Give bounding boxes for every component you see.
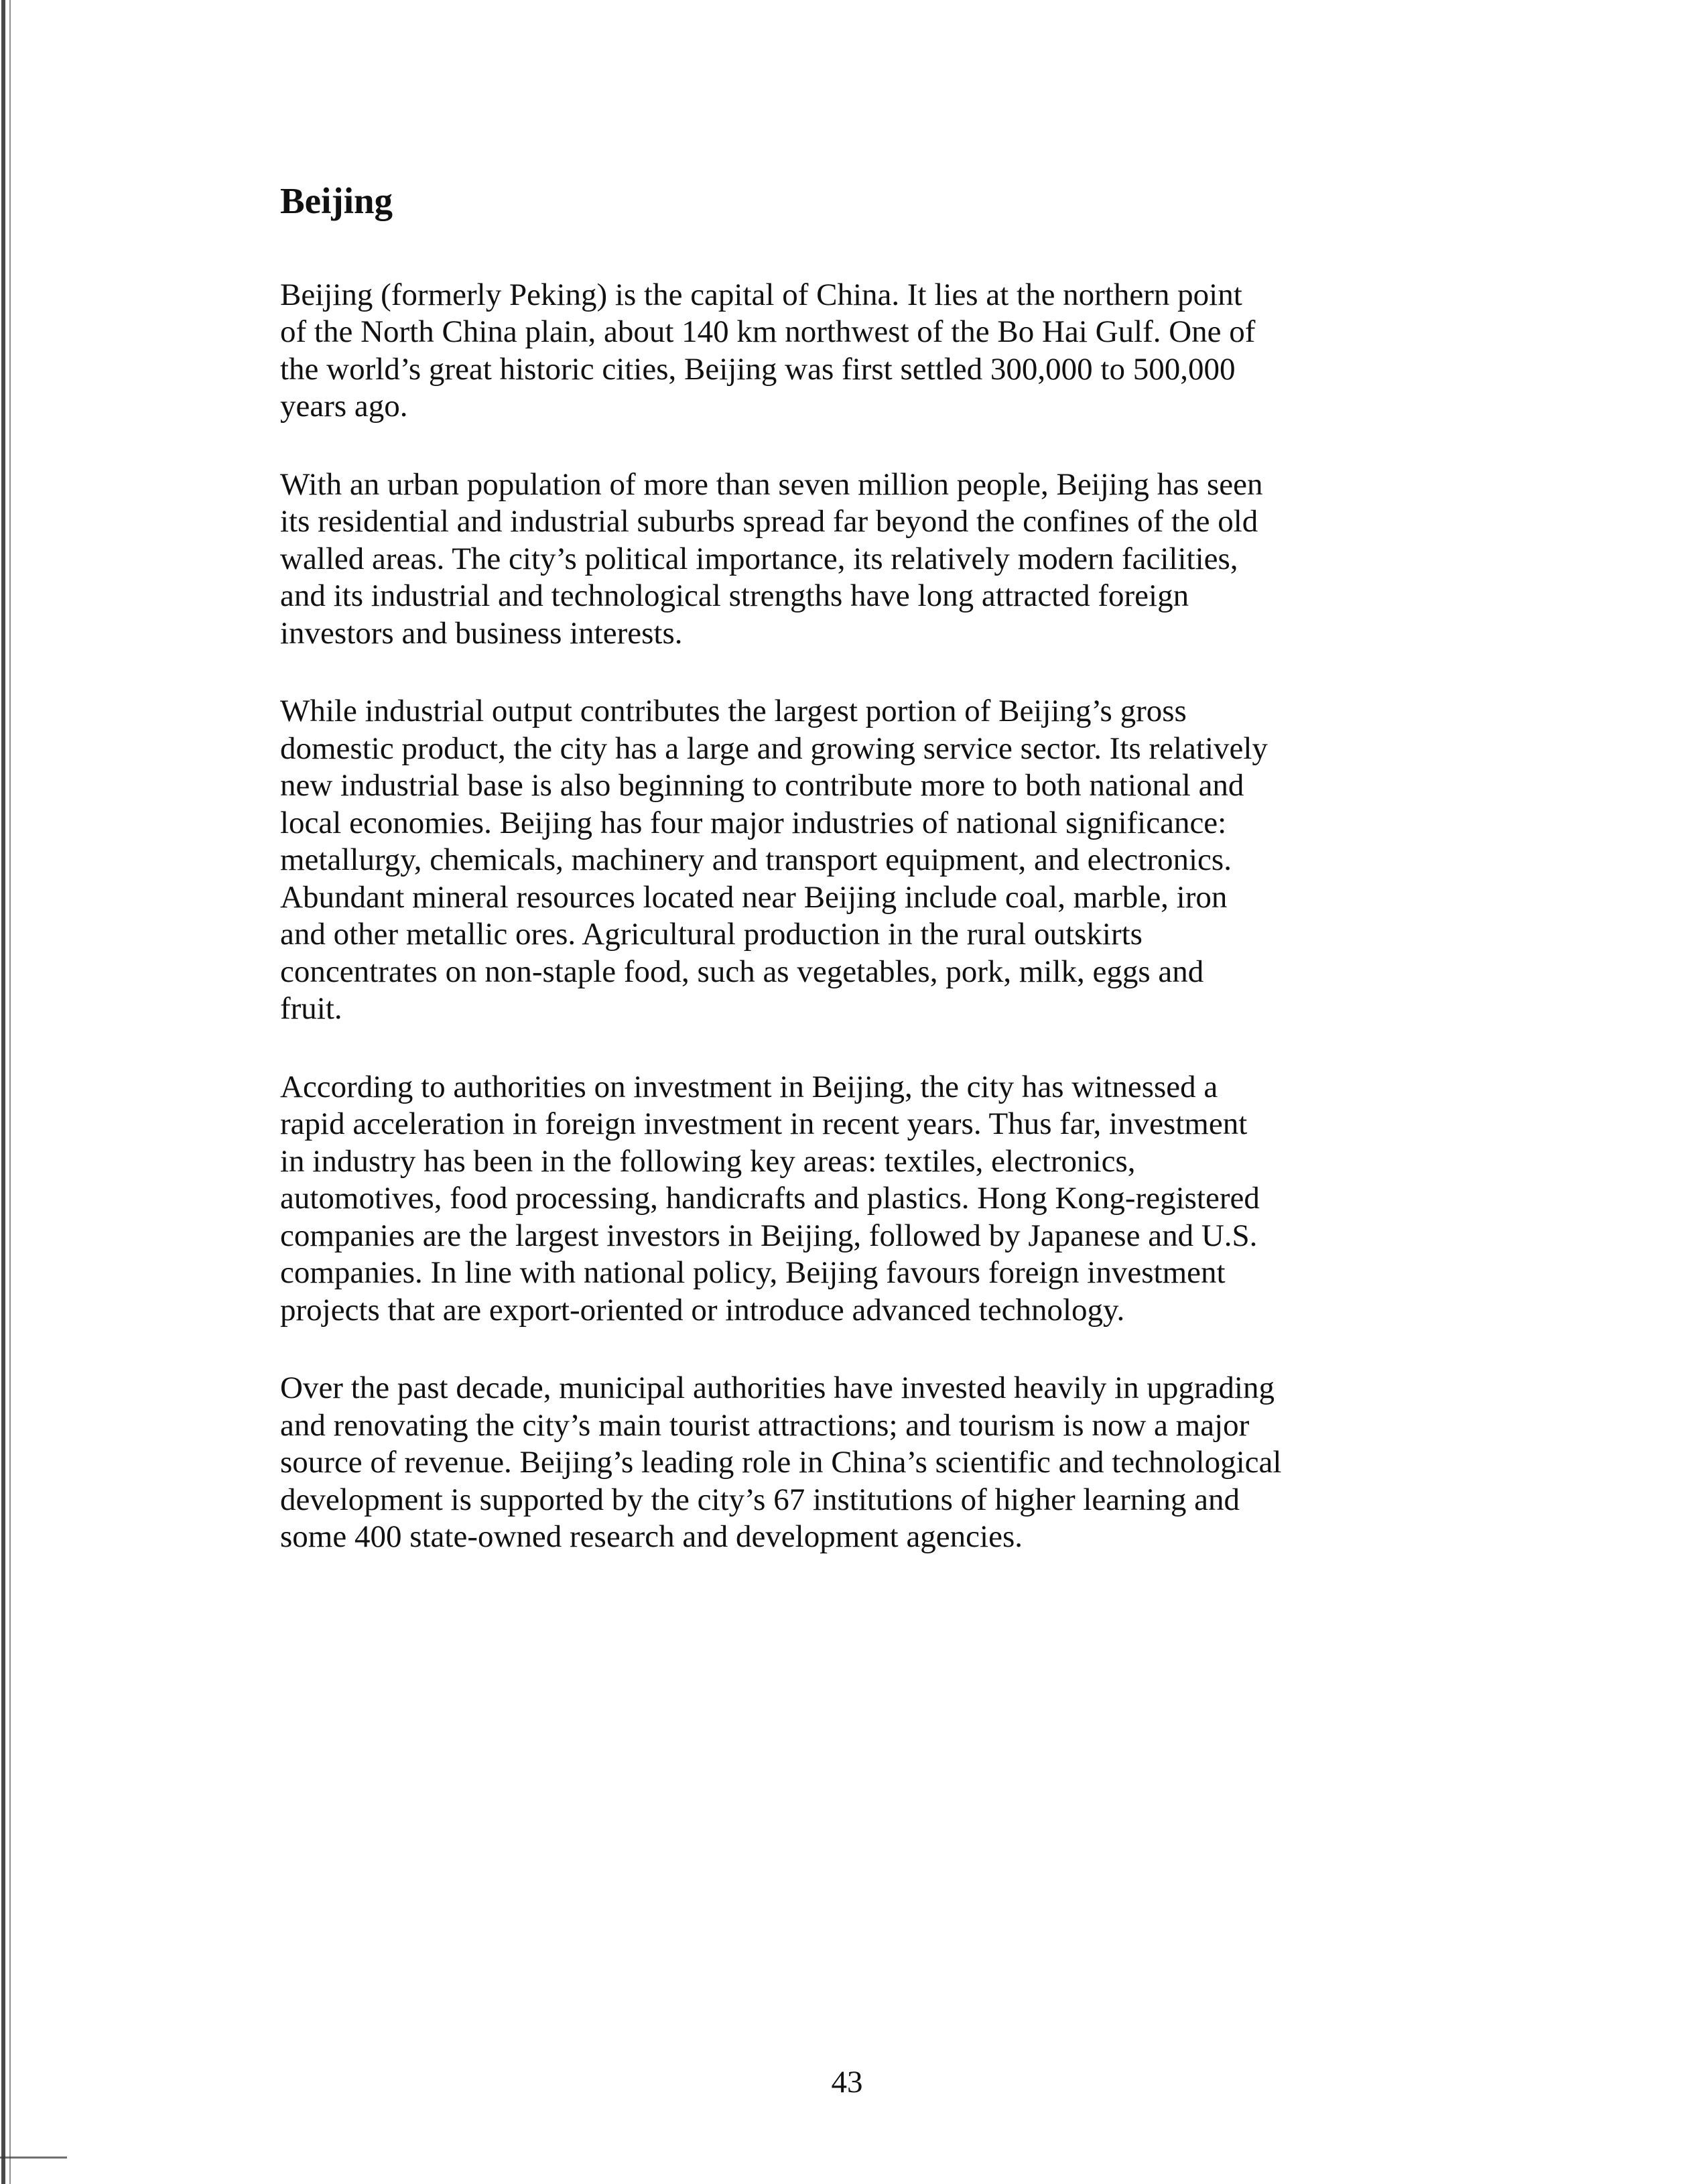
paragraph-tourism: Over the past decade, municipal authorities have invested heavily in upgrading and renovating the city’s main tourist attractions; and tourism is now a major source of revenue. Beijing’s leading role in China’s scientific and technological development is supported by the city’s 67 institutions of higher learning and some 400 state-owned research and development agencies.: [280, 1370, 1282, 1554]
document-page: [280, 181, 1433, 1597]
scan-border-bottom: [0, 2157, 67, 2159]
page-number: 43: [831, 2065, 863, 2100]
scan-border-left: [1, 0, 5, 2184]
paragraph-population: With an urban population of more than seven million people, Beijing has seen its residential and industrial suburbs spread far beyond the confines of the old walled areas. The city’s political importance, its relatively modern facilities, and its industrial and technological strengths have long attracted foreign investors and business interests.: [280, 466, 1263, 651]
document-title: Beijing: [280, 180, 393, 221]
paragraph-intro: Beijing (formerly Peking) is the capital of China. It lies at the northern point of the North China plain, about 140 km northwest of the Bo Hai Gulf. One of the world’s great historic cities, Beijing was first settled 300,000 to 500,000 years ago.: [280, 277, 1256, 424]
paragraph-economy: While industrial output contributes the largest portion of Beijing’s gross domestic product, the city has a large and growing service sector. Its relatively new industrial base is also beginning to contribute more to both national and local economies. Beijing has four major industries of national significance: metallurgy, chemicals, machinery and transport equipment, and electronics. Abundant mineral resources located near Beijing include coal, marble, iron and other metallic ores. Agricultural production in the rural outskirts concentrates on non-staple food, such as vegetables, pork, milk, eggs and fruit.: [280, 694, 1268, 1026]
paragraph-investment: According to authorities on investment in Beijing, the city has witnessed a rapid acceleration in foreign investment in recent years. Thus far, investment in industry has been in the following key areas: textiles, electronics, automotives, food processing, handicrafts and plastics. Hong Kong-registered companies are the largest investors in Beijing, followed by Japanese and U.S. companies. In line with national policy, Beijing favours foreign investment projects that are export-oriented or introduce advanced technology.: [280, 1069, 1260, 1328]
scan-border-left-inner: [9, 0, 11, 2184]
